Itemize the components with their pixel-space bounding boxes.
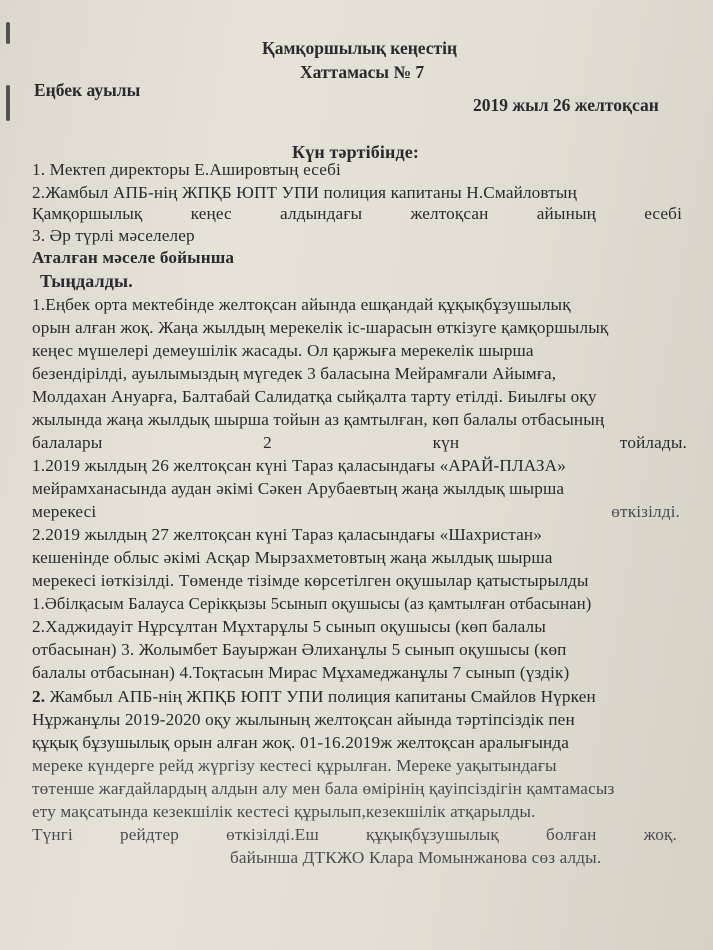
- word: кеңес: [190, 204, 232, 223]
- body-line: 1.2019 жылдың 26 желтоқсан күні Тараз қаласындағы «АРАЙ-ПЛАЗА»: [32, 456, 566, 475]
- word: рейдтер: [120, 825, 179, 844]
- word: жоқ.: [643, 825, 677, 844]
- place-name: Еңбек ауылы: [34, 80, 141, 100]
- student-3: отбасынан) 3. Жолымбет Бауыржан Әлиханұлы 5 сынып оқушысы (көп: [32, 640, 567, 659]
- body-line: құқық бұзушылық орын алған жоқ. 01-16.2019ж желтоқсан аралығында: [32, 733, 570, 752]
- word: айының: [536, 204, 596, 223]
- body-text: Жамбыл АПБ-нің ЖПҚБ ЮПТ УПИ полиция капитаны Смайлов Нүркен: [45, 687, 596, 706]
- listened-heading: Тыңдалды.: [40, 271, 133, 291]
- body-line: орын алған жоқ. Жаңа жылдың мерекелік іс-шарасын өткізуге қамқоршылық: [32, 318, 609, 337]
- word: мерекесі: [32, 502, 97, 521]
- item-number: 2.: [32, 687, 46, 706]
- agenda-item-3: 3. Әр түрлі мәселелер: [32, 226, 195, 245]
- body-line: жылында жаңа жылдық шырша тойын аз қамтылған, көп балалы отбасының: [32, 410, 605, 429]
- word: алдындағы: [280, 204, 363, 223]
- agenda-heading: Күн тәртібінде:: [292, 142, 420, 162]
- word: күн: [432, 433, 460, 452]
- word: Қамқоршылық: [32, 204, 143, 223]
- binder-mark: [6, 22, 10, 44]
- body-line: безендірілді, ауылымыздың мүгедек 3 баласына Мейрамғали Айымға,: [32, 364, 557, 383]
- agenda-item-2-cont: [32, 204, 682, 224]
- word: 2: [263, 433, 272, 452]
- word: болған: [546, 825, 597, 844]
- student-1: 1.Әбілқасым Балауса Серікқызы 5сынып оқушысы (аз қамтылған отбасынан): [32, 594, 592, 613]
- agenda-item-1: 1. Мектеп директоры Е.Ашировтың есебі: [32, 160, 341, 179]
- word: құқықбұзушылық: [365, 825, 499, 844]
- body-line: 1.Еңбек орта мектебінде желтоқсан айында ешқандай құқықбұзушылық: [32, 295, 571, 314]
- body-line: [32, 433, 687, 453]
- body-line: ету мақсатында кезекшілік кестесі құрылып,кезекшілік атқарылды.: [32, 802, 536, 821]
- body-line: [32, 825, 677, 845]
- binder-mark: [6, 85, 10, 121]
- word: балалары: [32, 433, 103, 452]
- protocol-number: Хаттамасы № 7: [300, 62, 425, 82]
- word: Түнгі: [32, 825, 73, 844]
- agenda-item-2: 2.Жамбыл АПБ-нің ЖПҚБ ЮПТ УПИ полиция капитаны Н.Смайловтың: [32, 183, 577, 202]
- body-line: төтенше жағдайлардың алдын алу мен бала өмірінің қауіпсіздігін қамтамасыз: [32, 779, 615, 798]
- student-4: балалы отбасынан) 4.Тоқтасын Мирас Мұхамеджанұлы 7 сынып (үздік): [32, 663, 570, 682]
- document-date: 2019 жыл 26 желтоқсан: [473, 95, 659, 115]
- body-line: Нұржанұлы 2019-2020 оқу жылының желтоқсан айында тәртіпсіздік пен: [32, 710, 575, 729]
- word: желтоқсан: [410, 204, 489, 223]
- body-line: Молдахан Ануарға, Балтабай Салидатқа сыйқалта тарту етілді. Биылғы оқу: [32, 387, 597, 406]
- body-line: мереке күндерге рейд жүргізу кестесі құрылған. Мереке уақытындағы: [32, 756, 557, 775]
- body-line: [32, 502, 680, 522]
- section-heading: Аталған мәселе бойынша: [32, 248, 235, 267]
- document-title: Қамқоршылық кеңестің: [262, 38, 458, 58]
- body-line: кешенінде облыс әкімі Асқар Мырзахметовтың жаңа жылдық шырша: [32, 548, 553, 567]
- body-line: кеңес мүшелері демеушілік жасады. Ол қаржыға мерекелік шырша: [32, 341, 534, 360]
- body-line: байынша ДТКЖО Клара Момынжанова сөз алды.: [230, 848, 602, 867]
- word: өткізілді.Еш: [226, 825, 319, 844]
- body-line: мейрамханасында аудан әкімі Сәкен Арубаевтың жаңа жылдық шырша: [32, 479, 565, 498]
- word: өткізілді.: [611, 502, 680, 521]
- item-2-start: [32, 687, 596, 707]
- body-line: мерекесі іөткізілді. Төменде тізімде көрсетілген оқушылар қатыстырылды: [32, 571, 589, 590]
- student-2: 2.Хаджидауіт Нұрсұлтан Мұхтарұлы 5 сынып оқушысы (көп балалы: [32, 617, 546, 636]
- word: есебі: [644, 204, 682, 223]
- body-line: 2.2019 жылдың 27 желтоқсан күні Тараз қаласындағы «Шахристан»: [32, 525, 542, 544]
- word: тойлады.: [619, 433, 687, 452]
